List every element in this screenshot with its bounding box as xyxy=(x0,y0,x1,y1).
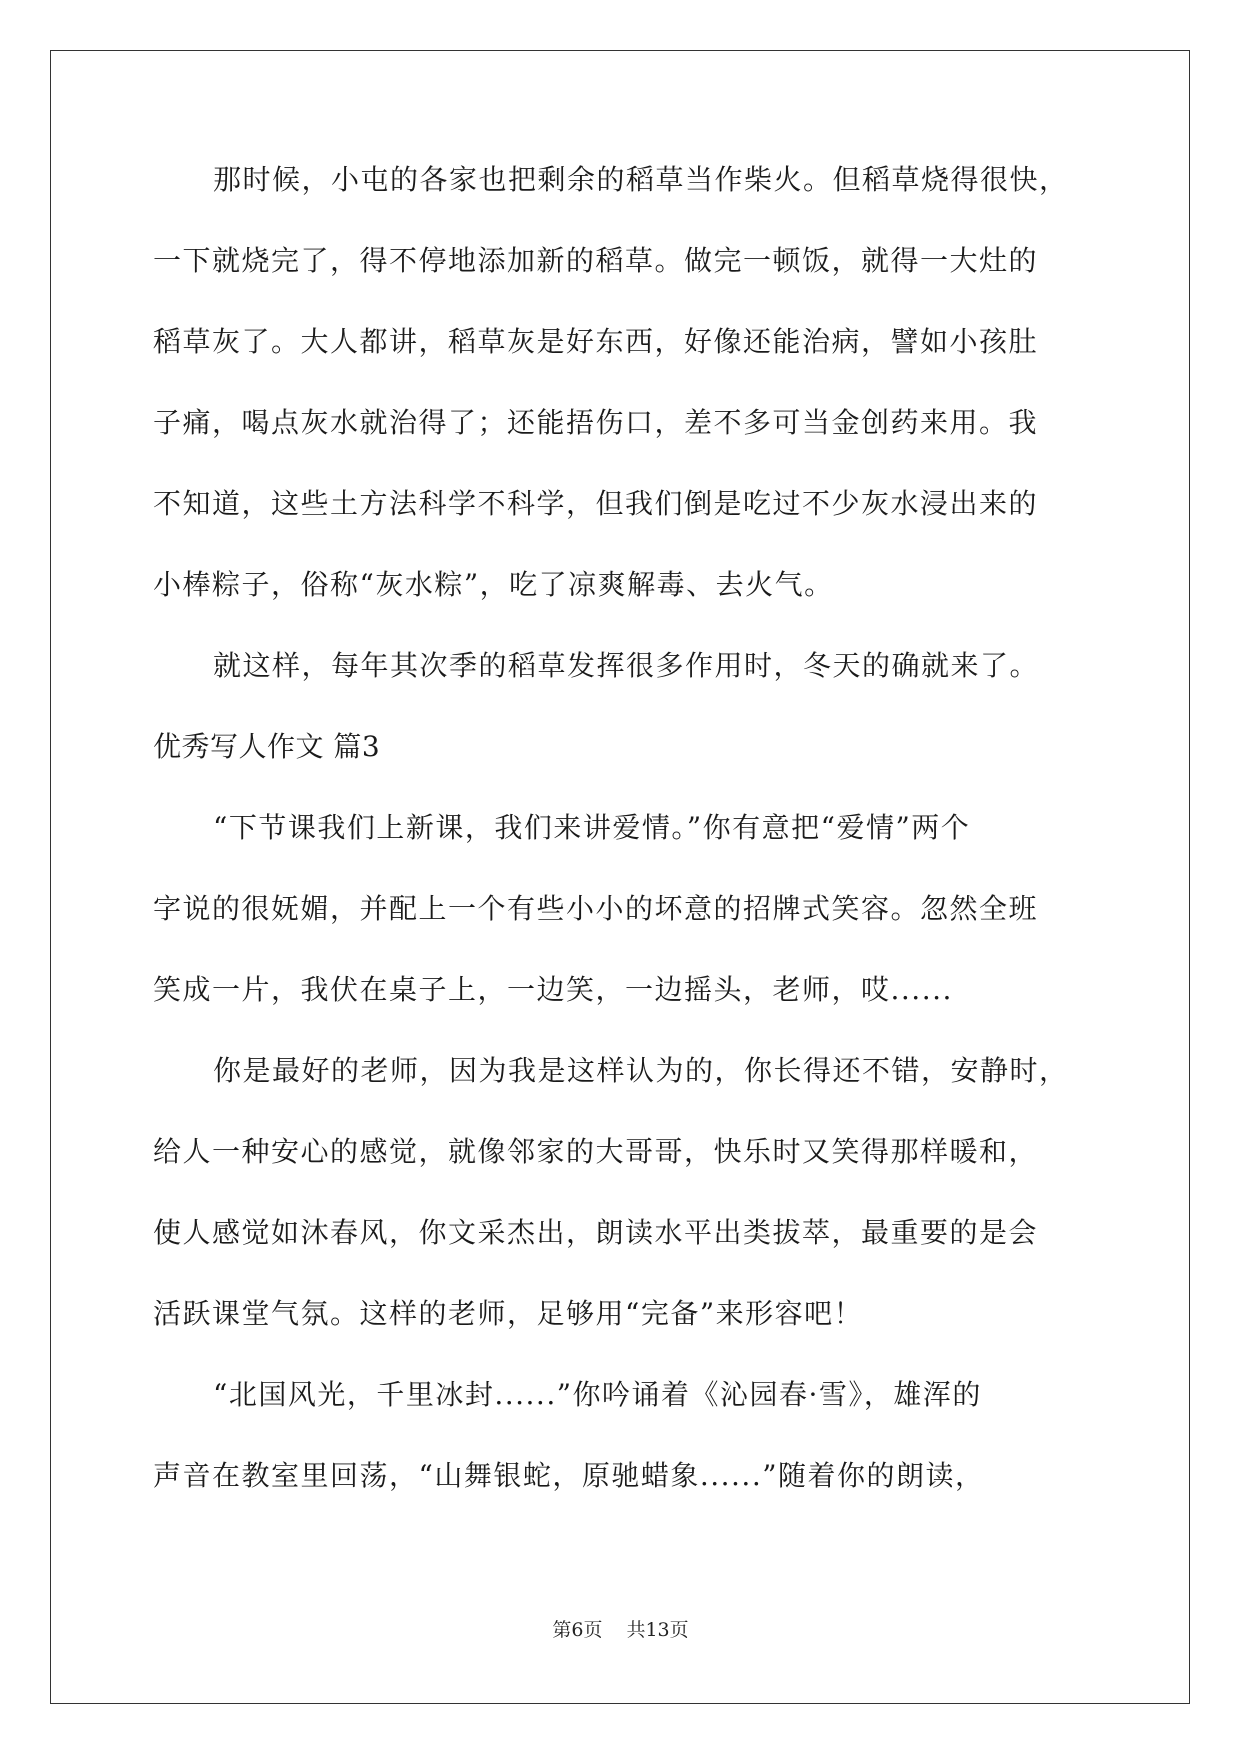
text-line: 给人一种安心的感觉，就像邻家的大哥哥，快乐时又笑得那样暖和， xyxy=(153,1135,1039,1168)
text-line: “北国风光，千里冰封......”你吟诵着《沁园春·雪》，雄浑的 xyxy=(213,1378,982,1411)
text-line: 活跃课堂气氛。这样的老师，足够用“完备”来形容吧！ xyxy=(153,1297,864,1330)
text-line: 笑成一片，我伏在桌子上，一边笑，一边摇头，老师，哎...... xyxy=(153,973,953,1006)
page-number: 第6页 xyxy=(552,1619,603,1641)
text-line: 字说的很妩媚，并配上一个有些小小的坏意的招牌式笑容。忽然全班 xyxy=(153,892,1039,925)
text-line: 那时候，小屯的各家也把剩余的稻草当作柴火。但稻草烧得很快， xyxy=(213,163,1069,196)
page-total: 共13页 xyxy=(626,1619,689,1641)
text-line: 稻草灰了。大人都讲，稻草灰是好东西，好像还能治病，譬如小孩肚 xyxy=(153,325,1039,358)
text-line: 你是最好的老师，因为我是这样认为的，你长得还不错，安静时， xyxy=(213,1054,1069,1087)
text-line: 不知道，这些土方法科学不科学，但我们倒是吃过不少灰水浸出来的 xyxy=(153,487,1039,520)
text-line: 一下就烧完了，得不停地添加新的稻草。做完一顿饭，就得一大灶的 xyxy=(153,244,1039,277)
text-line: 小棒粽子，俗称“灰水粽”，吃了凉爽解毒、去火气。 xyxy=(153,568,834,601)
text-line: 声音在教室里回荡，“山舞银蛇，原驰蜡象......”随着你的朗读， xyxy=(153,1459,985,1492)
text-line: 就这样，每年其次季的稻草发挥很多作用时，冬天的确就来了。 xyxy=(213,649,1040,682)
document-body xyxy=(153,160,1103,1537)
text-line: “下节课我们上新课，我们来讲爱情。”你有意把“爱情”两个 xyxy=(213,811,971,844)
section-heading: 优秀写人作文 篇3 xyxy=(153,730,381,763)
text-line: 子痛，喝点灰水就治得了；还能捂伤口，差不多可当金创药来用。我 xyxy=(153,406,1039,439)
text-line: 使人感觉如沐春风，你文采杰出，朗读水平出类拔萃，最重要的是会 xyxy=(153,1216,1039,1249)
page-footer xyxy=(0,1618,1241,1642)
